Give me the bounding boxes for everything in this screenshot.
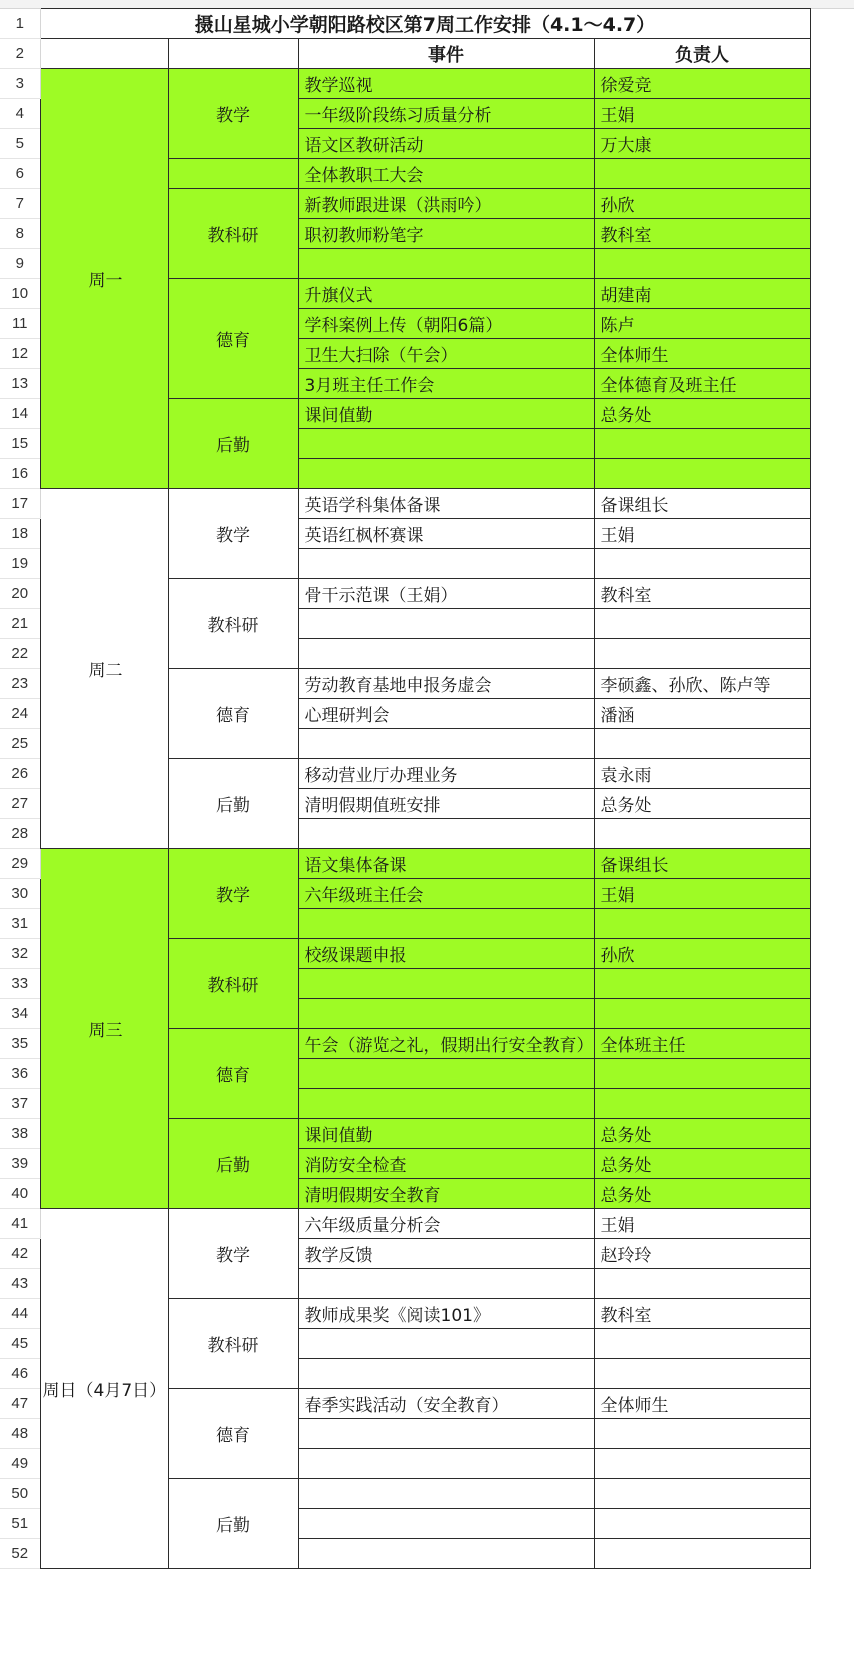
category-cell[interactable]: 德育 [168,1389,298,1479]
owner-cell[interactable] [594,639,810,669]
owner-cell[interactable] [594,159,810,189]
row-number[interactable]: 11 [0,309,40,339]
row-number[interactable]: 12 [0,339,40,369]
category-cell[interactable]: 教科研 [168,939,298,1029]
event-cell[interactable]: 移动营业厅办理业务 [298,759,594,789]
day-cell[interactable]: 周日（4月7日） [40,1209,168,1569]
owner-cell[interactable] [594,1479,810,1509]
row-number[interactable]: 38 [0,1119,40,1149]
owner-cell[interactable]: 孙欣 [594,189,810,219]
row-number[interactable]: 21 [0,609,40,639]
header-row [0,39,810,69]
owner-cell[interactable]: 袁永雨 [594,759,810,789]
owner-cell[interactable]: 总务处 [594,789,810,819]
owner-cell[interactable] [594,819,810,849]
owner-cell[interactable]: 教科室 [594,1299,810,1329]
table-row [0,69,810,99]
owner-cell[interactable]: 备课组长 [594,849,810,879]
owner-cell[interactable]: 总务处 [594,1179,810,1209]
event-cell[interactable] [298,549,594,579]
owner-cell[interactable] [594,429,810,459]
event-cell[interactable]: 春季实践活动（安全教育） [298,1389,594,1419]
owner-cell[interactable]: 王娟 [594,879,810,909]
row-number[interactable]: 24 [0,699,40,729]
row-number[interactable]: 40 [0,1179,40,1209]
category-cell[interactable]: 教学 [168,69,298,159]
row-number[interactable]: 25 [0,729,40,759]
owner-cell[interactable]: 全体德育及班主任 [594,369,810,399]
row-number[interactable]: 39 [0,1149,40,1179]
event-cell[interactable] [298,1449,594,1479]
row-number[interactable]: 43 [0,1269,40,1299]
owner-cell[interactable] [594,1449,810,1479]
row-number[interactable]: 31 [0,909,40,939]
event-cell[interactable]: 六年级班主任会 [298,879,594,909]
row-number[interactable]: 30 [0,879,40,909]
row-number[interactable]: 14 [0,399,40,429]
event-cell[interactable]: 全体教职工大会 [298,159,594,189]
event-cell[interactable]: 卫生大扫除（午会） [298,339,594,369]
row-number[interactable]: 47 [0,1389,40,1419]
schedule-table [0,8,811,1569]
owner-cell[interactable] [594,459,810,489]
category-cell[interactable]: 后勤 [168,399,298,489]
header-category-cell[interactable] [168,39,298,69]
event-cell[interactable] [298,1329,594,1359]
owner-cell[interactable] [594,1359,810,1389]
row-number[interactable]: 19 [0,549,40,579]
event-cell[interactable]: 心理研判会 [298,699,594,729]
owner-cell[interactable] [594,1509,810,1539]
owner-cell[interactable] [594,549,810,579]
table-row [0,1209,810,1239]
event-cell[interactable] [298,729,594,759]
event-cell[interactable]: 午会（游览之礼，假期出行安全教育） [298,1029,594,1059]
sheet-title[interactable]: 摄山星城小学朝阳路校区第7周工作安排（4.1～4.7） [40,9,810,39]
row-number[interactable]: 37 [0,1089,40,1119]
event-cell[interactable] [298,1509,594,1539]
event-cell[interactable] [298,429,594,459]
owner-cell[interactable]: 总务处 [594,399,810,429]
title-row [0,9,810,39]
event-cell[interactable]: 英语学科集体备课 [298,489,594,519]
row-number[interactable]: 3 [0,69,40,99]
row-number[interactable]: 33 [0,969,40,999]
row-number[interactable]: 32 [0,939,40,969]
event-cell[interactable]: 课间值勤 [298,1119,594,1149]
owner-cell[interactable]: 教科室 [594,579,810,609]
event-cell[interactable] [298,1419,594,1449]
category-cell[interactable]: 教科研 [168,579,298,669]
row-number[interactable]: 16 [0,459,40,489]
row-number[interactable]: 44 [0,1299,40,1329]
event-cell[interactable] [298,1269,594,1299]
owner-cell[interactable]: 教科室 [594,219,810,249]
event-cell[interactable] [298,609,594,639]
row-number[interactable]: 46 [0,1359,40,1389]
owner-cell[interactable] [594,729,810,759]
day-cell[interactable]: 周二 [40,489,168,849]
table-row [0,849,810,879]
event-cell[interactable]: 教学巡视 [298,69,594,99]
day-cell[interactable]: 周一 [40,69,168,489]
owner-cell[interactable] [594,609,810,639]
row-number[interactable]: 23 [0,669,40,699]
event-cell[interactable] [298,1479,594,1509]
row-number[interactable]: 42 [0,1239,40,1269]
row-number[interactable]: 1 [0,9,40,39]
row-number[interactable]: 36 [0,1059,40,1089]
owner-cell[interactable] [594,249,810,279]
row-number[interactable]: 4 [0,99,40,129]
category-cell[interactable]: 教学 [168,489,298,579]
event-cell[interactable]: 校级课题申报 [298,939,594,969]
row-number[interactable]: 17 [0,489,40,519]
row-number[interactable]: 9 [0,249,40,279]
event-cell[interactable]: 3月班主任工作会 [298,369,594,399]
owner-cell[interactable]: 备课组长 [594,489,810,519]
row-number[interactable]: 45 [0,1329,40,1359]
row-number[interactable]: 49 [0,1449,40,1479]
header-owner[interactable]: 负责人 [594,39,810,69]
owner-cell[interactable]: 总务处 [594,1119,810,1149]
owner-cell[interactable]: 胡建南 [594,279,810,309]
event-cell[interactable]: 一年级阶段练习质量分析 [298,99,594,129]
category-cell[interactable]: 教学 [168,849,298,939]
row-number[interactable]: 41 [0,1209,40,1239]
owner-cell[interactable]: 孙欣 [594,939,810,969]
row-number[interactable]: 5 [0,129,40,159]
category-cell[interactable]: 德育 [168,1029,298,1119]
row-number[interactable]: 6 [0,159,40,189]
header-day-cell[interactable] [40,39,168,69]
row-number[interactable]: 10 [0,279,40,309]
event-cell[interactable] [298,909,594,939]
owner-cell[interactable]: 全体师生 [594,339,810,369]
row-number[interactable]: 15 [0,429,40,459]
event-cell[interactable]: 英语红枫杯赛课 [298,519,594,549]
event-cell[interactable]: 劳动教育基地申报务虚会 [298,669,594,699]
row-number[interactable]: 22 [0,639,40,669]
owner-cell[interactable]: 王娟 [594,519,810,549]
header-event[interactable]: 事件 [298,39,594,69]
category-cell[interactable]: 教学 [168,1209,298,1299]
event-cell[interactable] [298,639,594,669]
event-cell[interactable] [298,459,594,489]
row-number[interactable]: 48 [0,1419,40,1449]
owner-cell[interactable] [594,909,810,939]
table-row [0,489,810,519]
owner-cell[interactable]: 徐爱竞 [594,69,810,99]
owner-cell[interactable]: 总务处 [594,1149,810,1179]
owner-cell[interactable] [594,1539,810,1569]
row-number[interactable]: 29 [0,849,40,879]
event-cell[interactable]: 升旗仪式 [298,279,594,309]
owner-cell[interactable]: 王娟 [594,99,810,129]
category-cell[interactable]: 教科研 [168,189,298,279]
category-cell[interactable]: 后勤 [168,1119,298,1209]
event-cell[interactable]: 清明假期安全教育 [298,1179,594,1209]
owner-cell[interactable]: 万大康 [594,129,810,159]
owner-cell[interactable] [594,1269,810,1299]
row-number[interactable]: 2 [0,39,40,69]
event-cell[interactable] [298,249,594,279]
event-cell[interactable] [298,819,594,849]
event-cell[interactable]: 骨干示范课（王娟） [298,579,594,609]
event-cell[interactable]: 清明假期值班安排 [298,789,594,819]
category-cell[interactable]: 德育 [168,669,298,759]
owner-cell[interactable]: 全体班主任 [594,1029,810,1059]
event-cell[interactable]: 消防安全检查 [298,1149,594,1179]
owner-cell[interactable] [594,1329,810,1359]
event-cell[interactable]: 学科案例上传（朝阳6篇） [298,309,594,339]
category-cell[interactable]: 德育 [168,279,298,399]
category-cell[interactable]: 后勤 [168,759,298,849]
event-cell[interactable]: 语文集体备课 [298,849,594,879]
row-number[interactable]: 8 [0,219,40,249]
event-cell[interactable]: 语文区教研活动 [298,129,594,159]
owner-cell[interactable] [594,969,810,999]
category-cell[interactable]: 后勤 [168,1479,298,1569]
owner-cell[interactable]: 陈卢 [594,309,810,339]
event-cell[interactable]: 职初教师粉笔字 [298,219,594,249]
event-cell[interactable]: 六年级质量分析会 [298,1209,594,1239]
event-cell[interactable] [298,969,594,999]
row-number[interactable]: 27 [0,789,40,819]
row-number[interactable]: 20 [0,579,40,609]
event-cell[interactable]: 课间值勤 [298,399,594,429]
category-cell[interactable]: 教科研 [168,1299,298,1389]
owner-cell[interactable] [594,1419,810,1449]
owner-cell[interactable] [594,1089,810,1119]
owner-cell[interactable]: 王娟 [594,1209,810,1239]
row-number[interactable]: 50 [0,1479,40,1509]
event-cell[interactable] [298,1539,594,1569]
owner-cell[interactable] [594,999,810,1029]
row-number[interactable]: 34 [0,999,40,1029]
event-cell[interactable]: 新教师跟进课（洪雨吟） [298,189,594,219]
row-number[interactable]: 51 [0,1509,40,1539]
row-number[interactable]: 35 [0,1029,40,1059]
event-cell[interactable] [298,1359,594,1389]
row-number[interactable]: 13 [0,369,40,399]
owner-cell[interactable] [594,1059,810,1089]
day-cell[interactable]: 周三 [40,849,168,1209]
owner-cell[interactable]: 李硕鑫、孙欣、陈卢等 [594,669,810,699]
event-cell[interactable]: 教学反馈 [298,1239,594,1269]
row-number[interactable]: 7 [0,189,40,219]
category-cell[interactable] [168,159,298,189]
row-number[interactable]: 26 [0,759,40,789]
row-number[interactable]: 28 [0,819,40,849]
row-number[interactable]: 52 [0,1539,40,1569]
owner-cell[interactable]: 潘涵 [594,699,810,729]
event-cell[interactable]: 教师成果奖《阅读101》 [298,1299,594,1329]
event-cell[interactable] [298,999,594,1029]
owner-cell[interactable]: 赵玲玲 [594,1239,810,1269]
row-number[interactable]: 18 [0,519,40,549]
owner-cell[interactable]: 全体师生 [594,1389,810,1419]
event-cell[interactable] [298,1059,594,1089]
event-cell[interactable] [298,1089,594,1119]
